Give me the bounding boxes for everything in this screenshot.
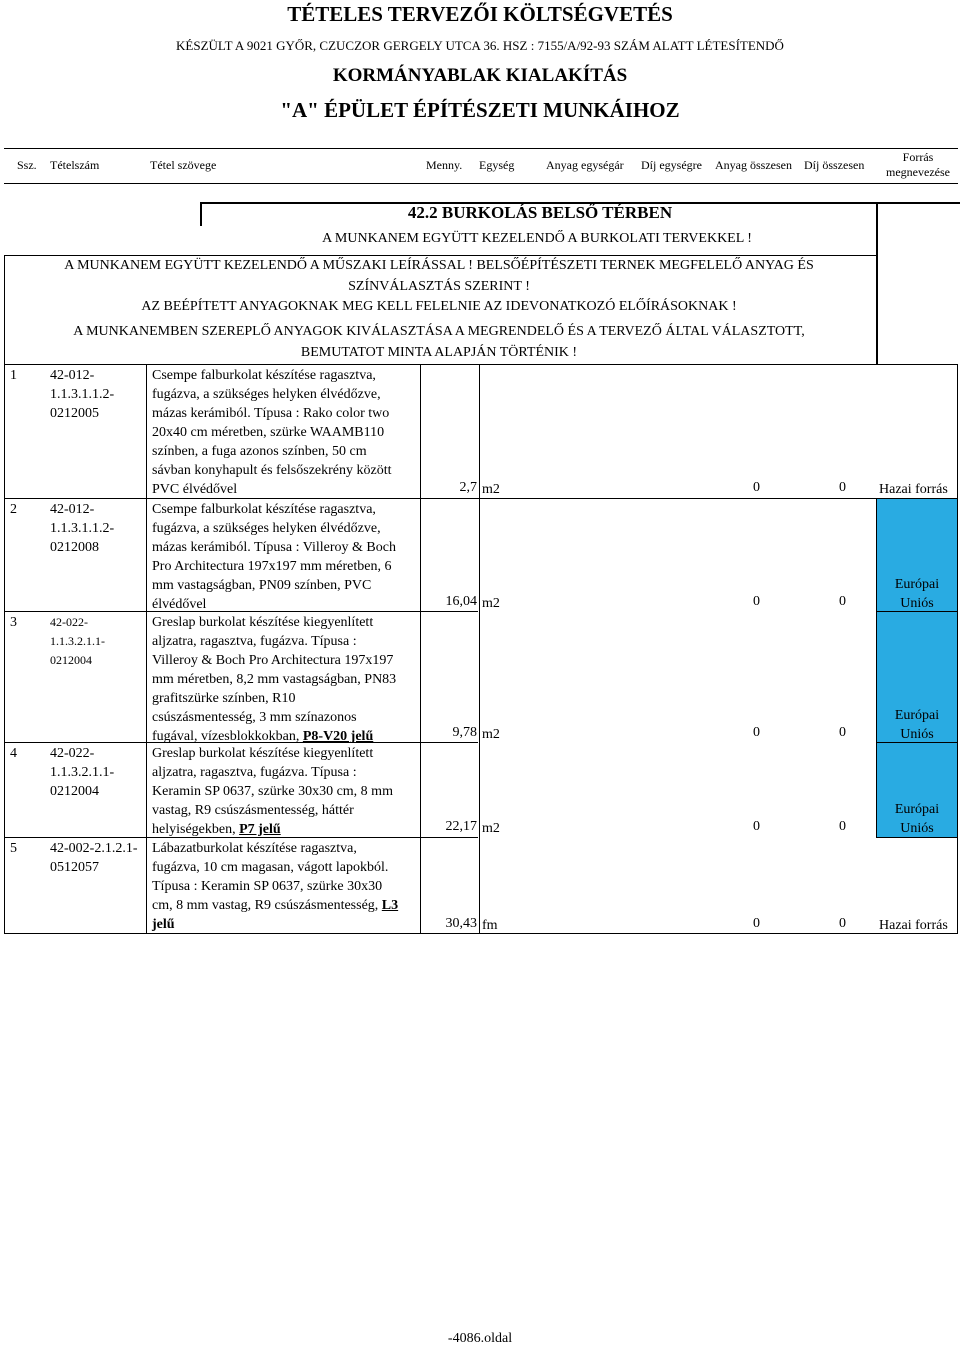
text-line: PVC élvédővel bbox=[152, 482, 238, 497]
row-4-tetelszam bbox=[50, 744, 114, 801]
table-bottom-border bbox=[4, 933, 958, 934]
text-line: mm méretben, 8,2 mm vastagságban, PN83 bbox=[152, 672, 397, 687]
row-3-dij-osszesen: 0 bbox=[839, 725, 846, 740]
text-line bbox=[152, 915, 420, 934]
row-3-anyag-osszesen: 0 bbox=[753, 725, 760, 740]
col-divider-menny bbox=[420, 364, 421, 934]
text-fragment: fugával, vízesblokkokban, bbox=[152, 729, 303, 744]
row-separator bbox=[4, 498, 146, 499]
row-2-text bbox=[152, 500, 420, 614]
tetelszam-line: 42-012- bbox=[50, 368, 95, 383]
col-forras-line1: Forrás bbox=[902, 150, 934, 164]
text-bold: jelű bbox=[152, 917, 175, 932]
col-forras bbox=[878, 150, 958, 180]
row-4-forras bbox=[877, 800, 957, 838]
row-5-dij-osszesen: 0 bbox=[839, 916, 846, 931]
row-1-tetelszam bbox=[50, 366, 114, 423]
section-note-eloirasok: AZ BEÉPÍTETT ANYAGOKNAK MEG KELL FELELNIE AZ IDEVONATKOZÓ ELŐÍRÁSOKNAK ! bbox=[141, 299, 737, 314]
row-4-ssz: 4 bbox=[10, 746, 17, 761]
forras-line: Európai bbox=[894, 802, 940, 817]
text-fragment: helyiségekben, bbox=[152, 822, 240, 837]
text-bold: P8-V20 jelű bbox=[302, 729, 374, 744]
text-line: Típusa : Keramin SP 0637, szürke 30x30 bbox=[152, 879, 383, 894]
text-line bbox=[152, 820, 420, 839]
tetelszam-line: 1.1.3.1.1.2- bbox=[50, 387, 115, 402]
row-1-anyag-osszesen: 0 bbox=[753, 480, 760, 495]
tetelszam-line: 1.1.3.1.1.2- bbox=[50, 521, 115, 536]
text-line: fugázva, a szükséges helyken élvédőzve, bbox=[152, 387, 381, 402]
forras-line: Európai bbox=[894, 708, 940, 723]
text-line: grafitszürke színben, R10 bbox=[152, 691, 296, 706]
row-3-egyseg: m2 bbox=[482, 727, 500, 742]
tetelszam-line: 0212008 bbox=[50, 540, 99, 555]
col-anyag-egysegar: Anyag egységár bbox=[546, 158, 624, 172]
text-line: mázas kerámiból. Típusa : Villeroy & Boch bbox=[152, 540, 396, 555]
tetelszam-line: 0212004 bbox=[50, 653, 92, 667]
text-line bbox=[152, 896, 420, 915]
forras-line: Uniós bbox=[900, 821, 934, 836]
text-line: Villeroy & Boch Pro Architectura 197x197 bbox=[152, 653, 394, 668]
table-right-border bbox=[957, 364, 958, 934]
row-2-ssz: 2 bbox=[10, 502, 17, 517]
row-1-menny: 2,7 bbox=[459, 480, 477, 495]
row-5-ssz: 5 bbox=[10, 841, 17, 856]
row-2-tetelszam bbox=[50, 500, 114, 557]
tetelszam-line: 1.1.3.2.1.1- bbox=[50, 765, 115, 780]
row-5-text bbox=[152, 839, 420, 934]
row-4-dij-osszesen: 0 bbox=[839, 819, 846, 834]
text-line: 20x40 cm méretben, szürke WAAMB110 bbox=[152, 425, 385, 440]
text-line: vastag, R9 csúszásmentesség, háttér bbox=[152, 803, 354, 818]
row-4-egyseg: m2 bbox=[482, 821, 500, 836]
forras-line: Uniós bbox=[900, 596, 934, 611]
row-4-anyag-osszesen: 0 bbox=[753, 819, 760, 834]
text-line: mm vastagságban, PN09 színben, PVC bbox=[152, 578, 372, 593]
text-line: Greslap burkolat készítése kiegyenlített bbox=[152, 746, 374, 761]
section-note-burkolati: A MUNKANEM EGYÜTT KEZELENDŐ A BURKOLATI TERVEKKEL ! bbox=[322, 231, 752, 246]
text-fragment: cm, 8 mm vastag, R9 csúszásmentesség, bbox=[152, 898, 382, 913]
text-bold: P7 jelű bbox=[239, 822, 281, 837]
tetelszam-line: 42-012- bbox=[50, 502, 95, 517]
section-note-muszaki-line2: SZÍNVÁLASZTÁS SZERINT ! bbox=[348, 279, 530, 294]
row-2-anyag-osszesen: 0 bbox=[753, 594, 760, 609]
row-5-tetelszam bbox=[50, 839, 138, 877]
tetelszam-line: 42-002-2.1.2.1- bbox=[50, 841, 138, 856]
text-line: Greslap burkolat készítése kiegyenlített bbox=[152, 615, 374, 630]
section-note-anyagvalasztas bbox=[4, 321, 874, 363]
row-3-menny: 9,78 bbox=[452, 725, 477, 740]
row-5-anyag-osszesen: 0 bbox=[753, 916, 760, 931]
tetelszam-line: 0212004 bbox=[50, 784, 99, 799]
col-divider-text bbox=[146, 364, 147, 934]
forras-line: Európai bbox=[894, 577, 940, 592]
text-line: Csempe falburkolat készítése ragasztva, bbox=[152, 368, 376, 383]
row-3-text bbox=[152, 613, 420, 746]
row-4-menny: 22,17 bbox=[445, 819, 477, 834]
col-dij-osszesen: Díj összesen bbox=[804, 158, 865, 172]
col-dij-egysegre: Díj egységre bbox=[641, 158, 702, 172]
row-3-tetelszam bbox=[50, 613, 105, 670]
text-line: színben, a fuga azonos színben, 50 cm bbox=[152, 444, 367, 459]
text-line: Pro Architectura 197x197 mm méretben, 6 bbox=[152, 559, 392, 574]
section-title: 42.2 BURKOLÁS BELSŐ TÉRBEN bbox=[407, 203, 673, 222]
table-left-border bbox=[4, 364, 5, 934]
row-5-egyseg: fm bbox=[482, 918, 498, 933]
row-5-forras: Hazai forrás bbox=[879, 918, 948, 933]
col-menny: Menny. bbox=[426, 158, 463, 172]
col-egyseg: Egység bbox=[479, 158, 515, 172]
text-line: élvédővel bbox=[152, 597, 207, 612]
row-2-egyseg: m2 bbox=[482, 596, 500, 611]
section-note-anyagvalasztas-line1: A MUNKANEMBEN SZEREPLŐ ANYAGOK KIVÁLASZTÁSA A MEGRENDELŐ ÉS A TERVEZŐ ÁLTAL VÁLASZTOTT, bbox=[73, 324, 805, 339]
page-title: TÉTELES TERVEZŐI KÖLTSÉGVETÉS bbox=[287, 2, 673, 26]
tetelszam-line: 1.1.3.2.1.1- bbox=[50, 634, 105, 648]
tetelszam-line: 0512057 bbox=[50, 860, 99, 875]
notes-divider bbox=[876, 202, 878, 364]
section-note-anyagvalasztas-line2: BEMUTATOT MINTA ALAPJÁN TÖRTÉNIK ! bbox=[300, 345, 578, 360]
row-3-forras bbox=[877, 706, 957, 744]
text-line: Lábazatburkolat készítése ragasztva, bbox=[152, 841, 357, 856]
text-line: Csempe falburkolat készítése ragasztva, bbox=[152, 502, 376, 517]
tetelszam-line: 0212005 bbox=[50, 406, 99, 421]
row-2-menny: 16,04 bbox=[445, 594, 477, 609]
row-1-text bbox=[152, 366, 420, 499]
row-1-dij-osszesen: 0 bbox=[839, 480, 846, 495]
text-line: csúszásmentesség, 3 mm színazonos bbox=[152, 710, 357, 725]
tetelszam-line: 42-022- bbox=[50, 746, 95, 761]
col-tetelszam: Tételszám bbox=[50, 158, 100, 172]
row-4-text bbox=[152, 744, 420, 839]
row-2-dij-osszesen: 0 bbox=[839, 594, 846, 609]
col-tetel-szovege: Tétel szövege bbox=[150, 158, 217, 172]
col-ssz: Ssz. bbox=[17, 158, 37, 172]
col-anyag-osszesen: Anyag összesen bbox=[715, 158, 792, 172]
project-name: KORMÁNYABLAK KIALAKÍTÁS bbox=[332, 65, 628, 86]
text-line: fugázva, 10 cm magasan, vágott lapokból. bbox=[152, 860, 389, 875]
forras-line: Uniós bbox=[900, 727, 934, 742]
col-divider-egyseg bbox=[479, 364, 480, 934]
page-number: -4086.oldal bbox=[447, 1331, 513, 1346]
table-top-border bbox=[4, 364, 958, 365]
row-2-forras bbox=[877, 575, 957, 613]
section-note-muszaki-line1: A MUNKANEM EGYÜTT KEZELENDŐ A MŰSZAKI LEÍRÁSSAL ! BELSŐÉPÍTÉSZETI TERNEK MEGFELELŐ ANYAG ÉS bbox=[64, 258, 814, 273]
row-1-forras: Hazai forrás bbox=[879, 482, 948, 497]
section-note-muszaki bbox=[4, 255, 874, 297]
row-1-ssz: 1 bbox=[10, 368, 17, 383]
text-line: Keramin SP 0637, szürke 30x30 cm, 8 mm bbox=[152, 784, 393, 799]
tetelszam-line: 42-022- bbox=[50, 615, 88, 629]
col-forras-line2: megnevezése bbox=[886, 165, 950, 179]
text-line: fugázva, a szükséges helyken élvédőzve, bbox=[152, 521, 381, 536]
row-3-ssz: 3 bbox=[10, 615, 17, 630]
text-bold: L3 bbox=[381, 898, 399, 913]
project-scope: "A" ÉPÜLET ÉPÍTÉSZETI MUNKÁIHOZ bbox=[280, 98, 680, 122]
row-1-egyseg: m2 bbox=[482, 482, 500, 497]
text-line: mázas kerámiból. Típusa : Rako color two bbox=[152, 406, 390, 421]
text-line: sávban konyhapult és felsőszekrény között bbox=[152, 463, 392, 478]
text-line: aljzatra, ragasztva, fugázva. Típusa : bbox=[152, 634, 357, 649]
row-5-menny: 30,43 bbox=[445, 916, 477, 931]
text-line: aljzatra, ragasztva, fugázva. Típusa : bbox=[152, 765, 357, 780]
project-location: KÉSZÜLT A 9021 GYŐR, CZUCZOR GERGELY UTCA 36. HSZ : 7155/A/92-93 SZÁM ALATT LÉTESÍTENDŐ bbox=[176, 38, 784, 53]
